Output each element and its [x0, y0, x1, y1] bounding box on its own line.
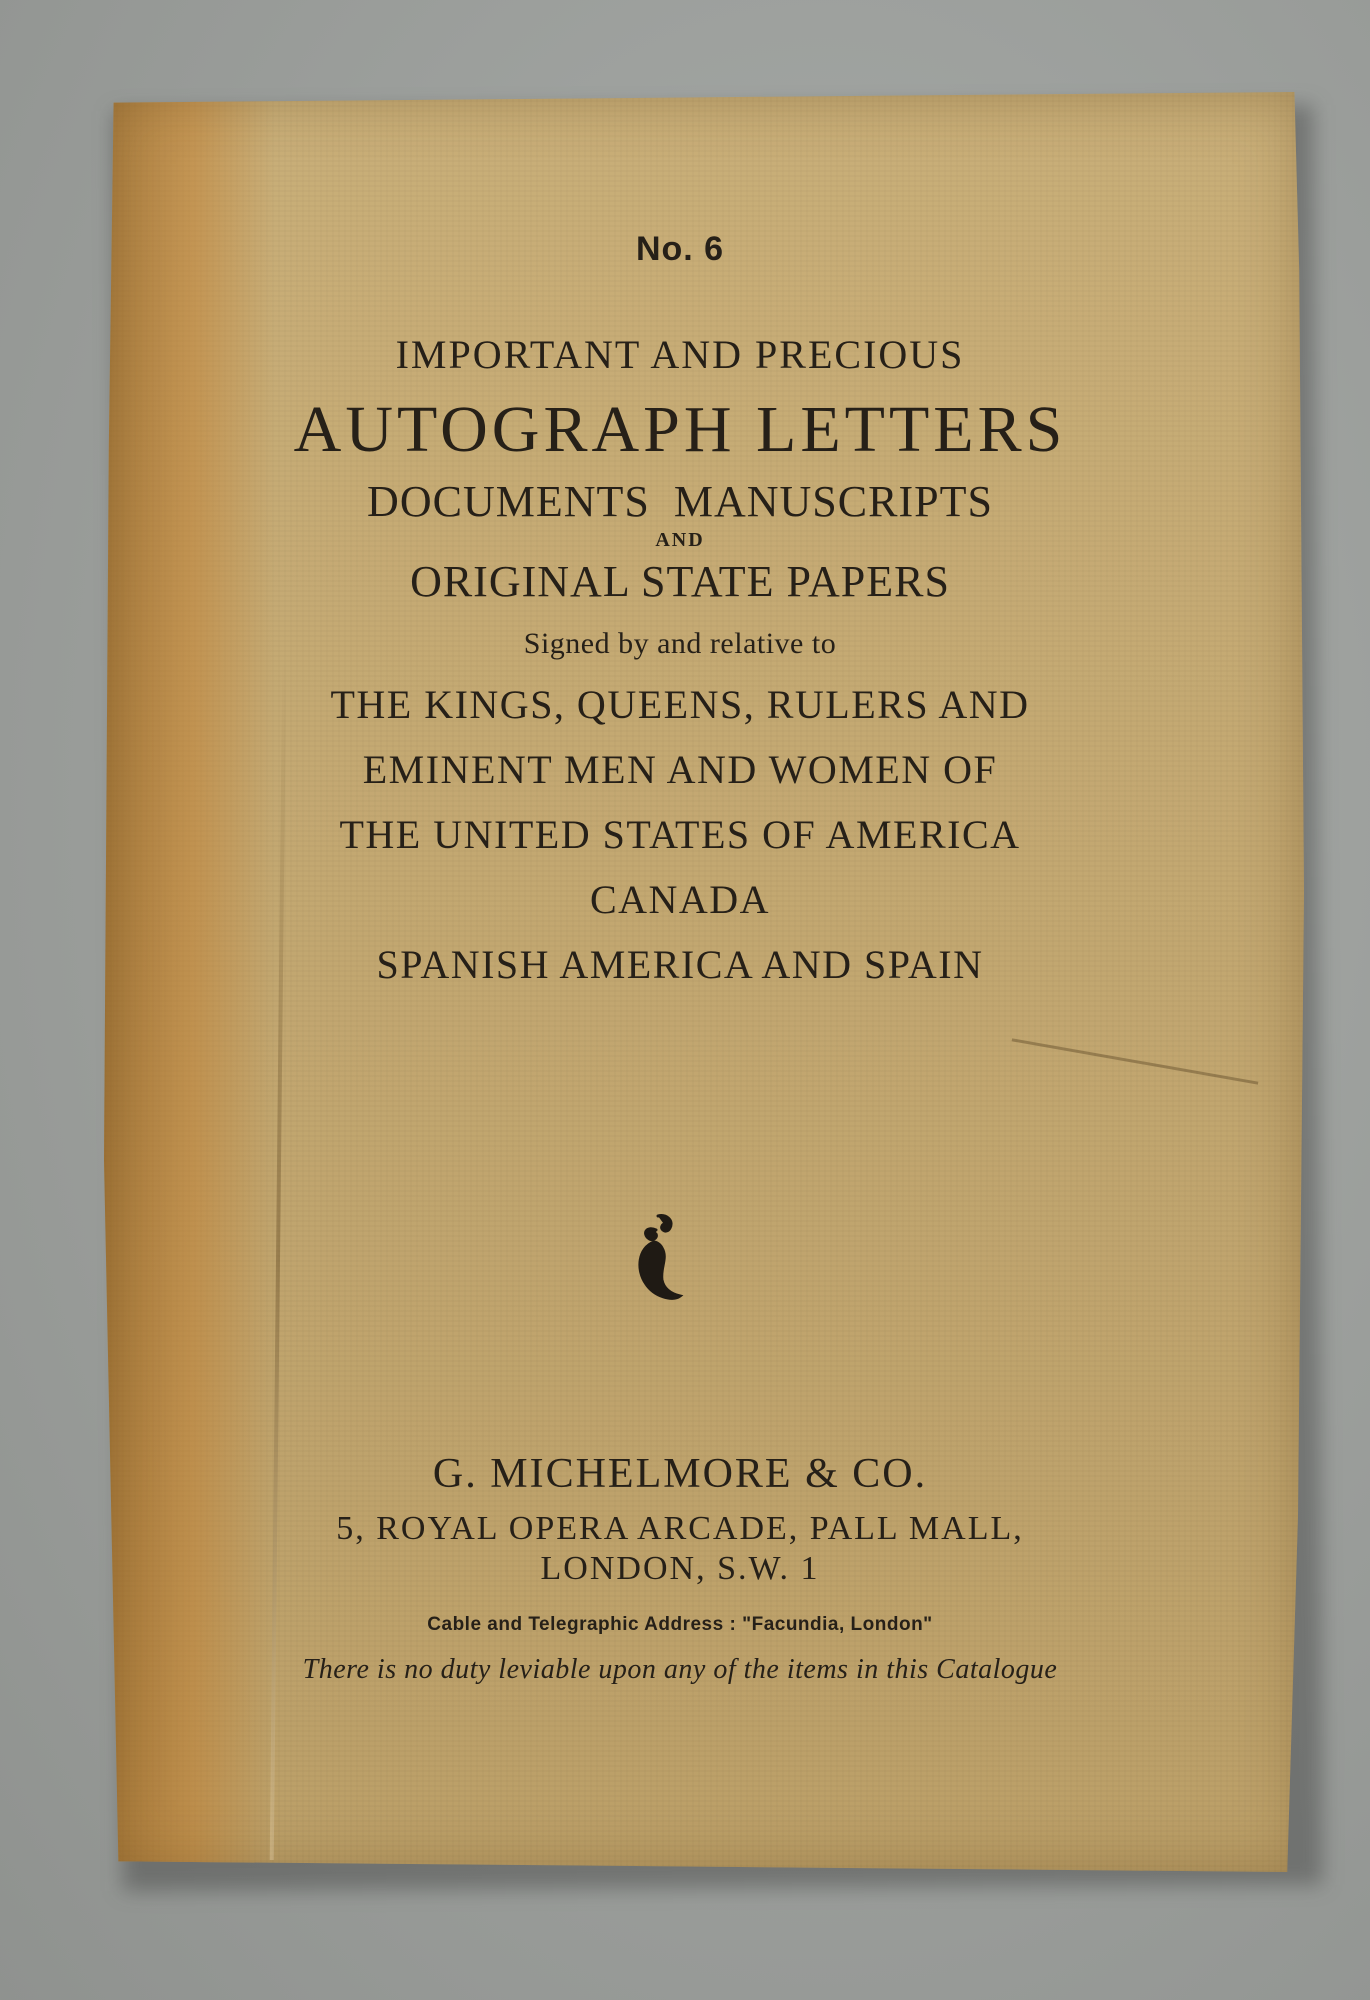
duty-note: There is no duty leviable upon any of the items in this Catalogue	[302, 1654, 1058, 1685]
subject-line-1: THE KINGS, QUEENS, RULERS AND	[330, 682, 1030, 727]
heading-line-2: AUTOGRAPH LETTERS	[293, 393, 1067, 466]
heading-line-3: DOCUMENTS MANUSCRIPTS	[367, 477, 993, 526]
fleuron-ornament-icon	[628, 1212, 686, 1308]
publisher-block	[230, 1450, 1130, 1686]
publisher-address-2: LONDON, S.W. 1	[540, 1550, 820, 1587]
cable-address: Cable and Telegraphic Address : "Facundia, London"	[427, 1614, 933, 1635]
subject-line-2: EMINENT MEN AND WOMEN OF	[362, 747, 998, 792]
title-block	[230, 230, 1130, 988]
signed-line: Signed by and relative to	[523, 627, 837, 660]
publisher-address-1: 5, ROYAL OPERA ARCADE, PALL MALL,	[336, 1510, 1024, 1547]
heading-line-4: ORIGINAL STATE PAPERS	[410, 557, 950, 606]
subject-line-5: SPANISH AMERICA AND SPAIN	[376, 942, 984, 987]
catalogue-number: No. 6	[635, 230, 725, 268]
heading-and: AND	[655, 529, 705, 551]
heading-line-1: IMPORTANT AND PRECIOUS	[395, 332, 965, 377]
publisher-name: G. MICHELMORE & CO.	[432, 1451, 928, 1497]
subject-line-4: CANADA	[589, 877, 771, 922]
subject-line-3: THE UNITED STATES OF AMERICA	[339, 812, 1021, 857]
